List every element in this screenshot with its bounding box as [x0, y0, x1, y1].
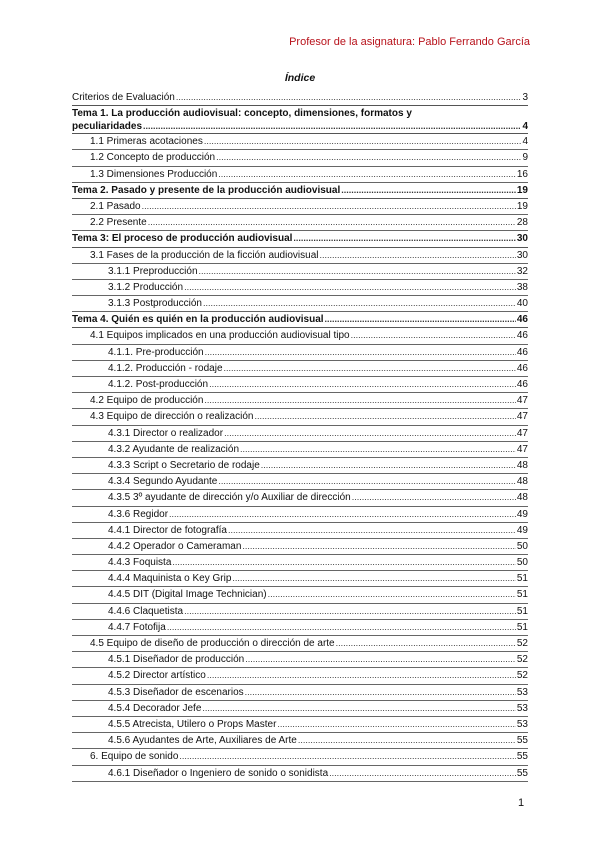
toc-entry-page: 16 [516, 168, 528, 180]
toc-entry[interactable] [72, 215, 528, 231]
toc-leader-dots [218, 167, 516, 182]
toc-entry[interactable] [72, 90, 528, 106]
toc-entry-page: 53 [516, 686, 528, 698]
toc-entry-page: 52 [516, 654, 528, 666]
toc-entry[interactable] [72, 523, 528, 539]
toc-leader-dots [240, 442, 516, 457]
toc-leader-dots [204, 393, 515, 408]
toc-leader-dots [203, 296, 516, 311]
toc-entry[interactable] [72, 604, 528, 620]
toc-entry-page: 32 [516, 265, 528, 277]
toc-entry-page: 55 [516, 751, 528, 763]
toc-entry-page: 4 [522, 136, 528, 148]
toc-leader-dots [205, 345, 516, 360]
toc-entry[interactable] [72, 587, 528, 603]
toc-entry-page: 46 [516, 346, 528, 358]
toc-leader-dots [224, 361, 516, 376]
toc-entry-page: 52 [516, 670, 528, 682]
toc-entry[interactable] [72, 652, 528, 668]
toc-entry[interactable] [72, 474, 528, 490]
toc-entry-label: 1.2 Concepto de producción [90, 152, 216, 164]
toc-leader-dots [218, 474, 516, 489]
toc-leader-dots [351, 328, 516, 343]
toc-entry[interactable] [72, 248, 528, 264]
toc-entry-page: 19 [516, 184, 528, 196]
toc-entry[interactable] [72, 393, 528, 409]
toc-entry-label: Criterios de Evaluación [72, 92, 175, 103]
toc-entry-label: 4.1.2. Producción - rodaje [108, 362, 223, 374]
toc-entry-page: 47 [516, 443, 528, 455]
toc-entry[interactable] [72, 134, 528, 150]
toc-entry[interactable] [72, 442, 528, 458]
toc-title: Índice [284, 72, 316, 84]
toc-entry-page: 51 [516, 589, 528, 601]
toc-entry-label: 4.4.1 Director de fotografía [108, 524, 227, 536]
toc-entry-label: Tema 2. Pasado y presente de la producción audiovisual [72, 184, 341, 196]
toc-entry[interactable] [72, 507, 528, 523]
toc-entry-label: 4.1 Equipos implicados en una producción audiovisual tipo [90, 330, 350, 342]
toc-leader-dots [143, 120, 521, 132]
toc-entry-label: Tema 4. Quién es quién en la producción audiovisual [72, 314, 324, 326]
toc-entry[interactable] [72, 571, 528, 587]
toc-leader-dots [172, 555, 516, 570]
toc-entry-label: 4.5.5 Atrecista, Utilero o Props Master [108, 718, 277, 730]
toc-entry[interactable] [72, 636, 528, 652]
toc-entry-label: 1.3 Dimensiones Producción [90, 168, 218, 180]
toc-entry-page: 55 [516, 767, 528, 779]
toc-entry[interactable] [72, 312, 528, 328]
toc-entry-label: 4.5.3 Diseñador de escenarios [108, 686, 244, 698]
toc-entry-page: 51 [516, 621, 528, 633]
toc-entry-label: 2.1 Pasado [90, 200, 141, 212]
toc-entry[interactable] [72, 620, 528, 636]
toc-leader-dots [176, 90, 522, 105]
toc-entry-label: 4.4.4 Maquinista o Key Grip [108, 573, 232, 585]
toc-leader-dots [216, 150, 521, 165]
toc-entry-label: 3.1.3 Postproducción [108, 298, 202, 310]
toc-leader-dots [202, 701, 515, 716]
toc-entry-page: 47 [516, 411, 528, 423]
toc-entry[interactable] [72, 458, 528, 474]
toc-entry-page: 49 [516, 524, 528, 536]
toc-entry-page: 50 [516, 540, 528, 552]
page-header: Profesor de la asignatura: Pablo Ferrando García [289, 36, 530, 48]
toc-entry-label: 4.1.1. Pre-producción [108, 346, 204, 358]
toc-entry-page: 48 [516, 476, 528, 488]
toc-entry[interactable] [72, 555, 528, 571]
toc-leader-dots [298, 733, 516, 748]
toc-entry[interactable] [72, 183, 528, 199]
toc-leader-dots [254, 409, 515, 424]
toc-entry-label: 4.5 Equipo de diseño de producción o dirección de arte [90, 638, 335, 649]
toc-leader-dots [352, 490, 516, 505]
toc-entry[interactable] [72, 231, 528, 247]
toc-entry-label: 4.4.7 Fotofija [108, 621, 166, 633]
toc-entry-page: 47 [516, 427, 528, 439]
table-of-contents [72, 90, 528, 782]
toc-entry[interactable] [72, 377, 528, 393]
toc-leader-dots [268, 587, 516, 602]
toc-entry[interactable] [72, 749, 528, 765]
toc-entry-label: Tema 3: El proceso de producción audiovisual [72, 233, 293, 245]
toc-entry-page: 52 [516, 638, 528, 649]
toc-entry-page: 4 [522, 121, 528, 133]
toc-entry-label: 4.5.6 Ayudantes de Arte, Auxiliares de Arte [108, 735, 297, 747]
toc-entry-label: 4.3.2 Ayudante de realización [108, 443, 240, 455]
toc-entry[interactable] [72, 199, 528, 215]
toc-leader-dots [142, 199, 516, 214]
toc-entry-page: 3 [522, 92, 528, 103]
toc-entry-page: 19 [516, 200, 528, 212]
toc-entry-page: 28 [516, 217, 528, 229]
toc-leader-dots [232, 571, 515, 586]
toc-entry-page: 46 [516, 314, 528, 326]
toc-entry-label: Tema 1. La producción audiovisual: concepto, dimensiones, formatos y [72, 108, 412, 120]
toc-entry[interactable] [72, 361, 528, 377]
toc-leader-dots [169, 507, 516, 522]
toc-entry-label: 3.1.2 Producción [108, 281, 184, 293]
toc-entry-label: 4.3 Equipo de dirección o realización [90, 411, 254, 423]
toc-entry-page: 51 [516, 573, 528, 585]
toc-entry[interactable] [72, 296, 528, 312]
toc-entry[interactable] [72, 167, 528, 183]
toc-entry[interactable] [72, 345, 528, 361]
toc-leader-dots [207, 668, 516, 683]
toc-entry-page: 40 [516, 298, 528, 310]
toc-entry-page: 49 [516, 508, 528, 520]
toc-leader-dots [319, 248, 515, 263]
toc-entry[interactable] [72, 733, 528, 749]
toc-entry-label: 4.3.6 Regidor [108, 508, 169, 520]
toc-entry-label: 4.1.2. Post-producción [108, 379, 209, 390]
toc-entry[interactable] [72, 106, 528, 134]
toc-entry-page: 38 [516, 281, 528, 293]
toc-leader-dots [209, 377, 516, 392]
toc-entry[interactable] [72, 701, 528, 717]
toc-entry-label: 4.5.4 Decorador Jefe [108, 702, 202, 714]
toc-leader-dots [179, 749, 515, 764]
toc-entry-label: 4.3.3 Script o Secretario de rodaje [108, 459, 260, 471]
toc-entry[interactable] [72, 426, 528, 442]
toc-entry-page: 53 [516, 702, 528, 714]
toc-leader-dots [336, 636, 516, 651]
toc-entry-page: 50 [516, 557, 528, 569]
toc-leader-dots [148, 215, 516, 230]
toc-entry-label: 2.2 Presente [90, 217, 147, 229]
toc-leader-dots [261, 458, 516, 473]
toc-entry-page: 30 [516, 249, 528, 261]
toc-leader-dots [325, 312, 516, 327]
toc-entry-label: 1.1 Primeras acotaciones [90, 136, 203, 148]
toc-entry-label: 3.1.1 Preproducción [108, 265, 198, 277]
toc-leader-dots [167, 620, 516, 635]
toc-entry-label: 4.5.1 Diseñador de producción [108, 654, 245, 666]
toc-entry[interactable] [72, 280, 528, 296]
toc-entry-page: 51 [516, 605, 528, 617]
toc-entry-page: 47 [516, 395, 528, 407]
toc-entry-page: 48 [516, 459, 528, 471]
toc-entry-label: 4.6.1 Diseñador o Ingeniero de sonido o sonidista [108, 767, 329, 779]
toc-entry-label: 4.3.1 Director o realizador [108, 427, 224, 439]
toc-leader-dots [184, 280, 516, 295]
toc-leader-dots [242, 539, 515, 554]
toc-leader-dots [224, 426, 516, 441]
toc-entry-page: 30 [516, 233, 528, 245]
toc-entry-label-cont: peculiaridades [72, 121, 143, 133]
toc-entry-page: 53 [516, 718, 528, 730]
toc-entry-label: 4.4.3 Foquista [108, 557, 172, 569]
toc-entry[interactable] [72, 264, 528, 280]
toc-entry[interactable] [72, 539, 528, 555]
toc-entry-page: 46 [516, 330, 528, 342]
toc-entry-label: 4.3.4 Segundo Ayudante [108, 476, 218, 488]
toc-entry[interactable] [72, 668, 528, 684]
toc-entry[interactable] [72, 328, 528, 344]
toc-entry[interactable] [72, 409, 528, 425]
toc-entry-label: 4.2 Equipo de producción [90, 395, 204, 407]
toc-entry[interactable] [72, 685, 528, 701]
page-number: 1 [518, 797, 525, 809]
toc-leader-dots [199, 264, 516, 279]
toc-entry-label: 4.5.2 Director artístico [108, 670, 206, 682]
toc-entry-page: 46 [516, 362, 528, 374]
toc-entry[interactable] [72, 150, 528, 166]
toc-leader-dots [277, 717, 515, 732]
toc-entry-label: 4.4.2 Operador o Cameraman [108, 540, 242, 552]
toc-entry-page: 46 [516, 379, 528, 390]
toc-entry-page: 55 [516, 735, 528, 747]
toc-entry-page: 48 [516, 492, 528, 504]
toc-entry-label: 6. Equipo de sonido [90, 751, 179, 763]
toc-entry-label: 4.4.5 DIT (Digital Image Technician) [108, 589, 267, 601]
toc-leader-dots [204, 134, 522, 149]
toc-leader-dots [245, 685, 516, 700]
toc-entry[interactable] [72, 490, 528, 506]
toc-entry[interactable] [72, 717, 528, 733]
toc-leader-dots [341, 183, 516, 198]
toc-entry-page: 9 [522, 152, 528, 164]
toc-leader-dots [329, 766, 516, 781]
toc-leader-dots [228, 523, 516, 538]
toc-entry[interactable] [72, 766, 528, 782]
toc-leader-dots [293, 231, 515, 246]
toc-leader-dots [245, 652, 516, 667]
toc-entry-label: 3.1 Fases de la producción de la ficción audiovisual [90, 249, 319, 261]
toc-leader-dots [184, 604, 516, 619]
toc-entry-label: 4.3.5 3º ayudante de dirección y/o Auxiliar de dirección [108, 492, 351, 504]
toc-entry-label: 4.4.6 Claquetista [108, 605, 184, 617]
